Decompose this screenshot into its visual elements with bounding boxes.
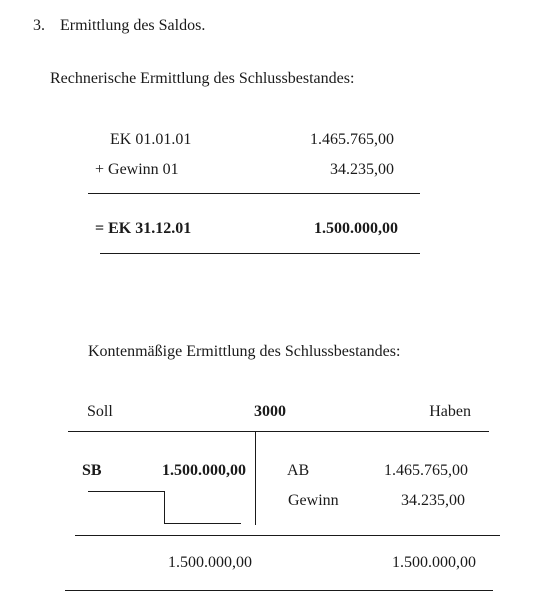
result-underline xyxy=(100,253,420,254)
soll-entry-value: 1.500.000,00 xyxy=(162,462,246,479)
calc-row-label: + Gewinn 01 xyxy=(95,161,179,178)
calc-row-value: 1.465.765,00 xyxy=(310,131,394,148)
account-title: Kontenmäßige Ermittlung des Schlussbestandes: xyxy=(88,343,401,360)
t-account-divider xyxy=(255,431,256,525)
calculation-title: Rechnerische Ermittlung des Schlussbestandes: xyxy=(50,70,355,87)
closing-line-lower xyxy=(164,523,241,524)
soll-total: 1.500.000,00 xyxy=(168,554,252,571)
haben-entry-value: 1.465.765,00 xyxy=(384,462,468,479)
total-underline xyxy=(65,590,493,591)
t-account-top-rule xyxy=(68,431,489,432)
haben-total: 1.500.000,00 xyxy=(392,554,476,571)
soll-header: Soll xyxy=(87,403,113,420)
section-number: 3. xyxy=(33,17,45,34)
account-number: 3000 xyxy=(254,403,286,420)
calc-row-value: 34.235,00 xyxy=(330,161,394,178)
haben-entry-value: 34.235,00 xyxy=(401,492,465,509)
sum-divider xyxy=(88,193,420,194)
closing-line-upper xyxy=(88,491,165,492)
calc-row-label: EK 01.01.01 xyxy=(110,131,192,148)
haben-entry-label: Gewinn xyxy=(288,492,339,509)
calc-result-value: 1.500.000,00 xyxy=(314,220,398,237)
haben-entry-label: AB xyxy=(287,462,310,479)
haben-header: Haben xyxy=(429,403,471,420)
total-divider xyxy=(75,535,500,536)
section-heading: Ermittlung des Saldos. xyxy=(60,17,206,34)
closing-line-vertical xyxy=(164,491,165,524)
calc-result-label: = EK 31.12.01 xyxy=(95,220,192,237)
soll-entry-label: SB xyxy=(82,462,102,479)
